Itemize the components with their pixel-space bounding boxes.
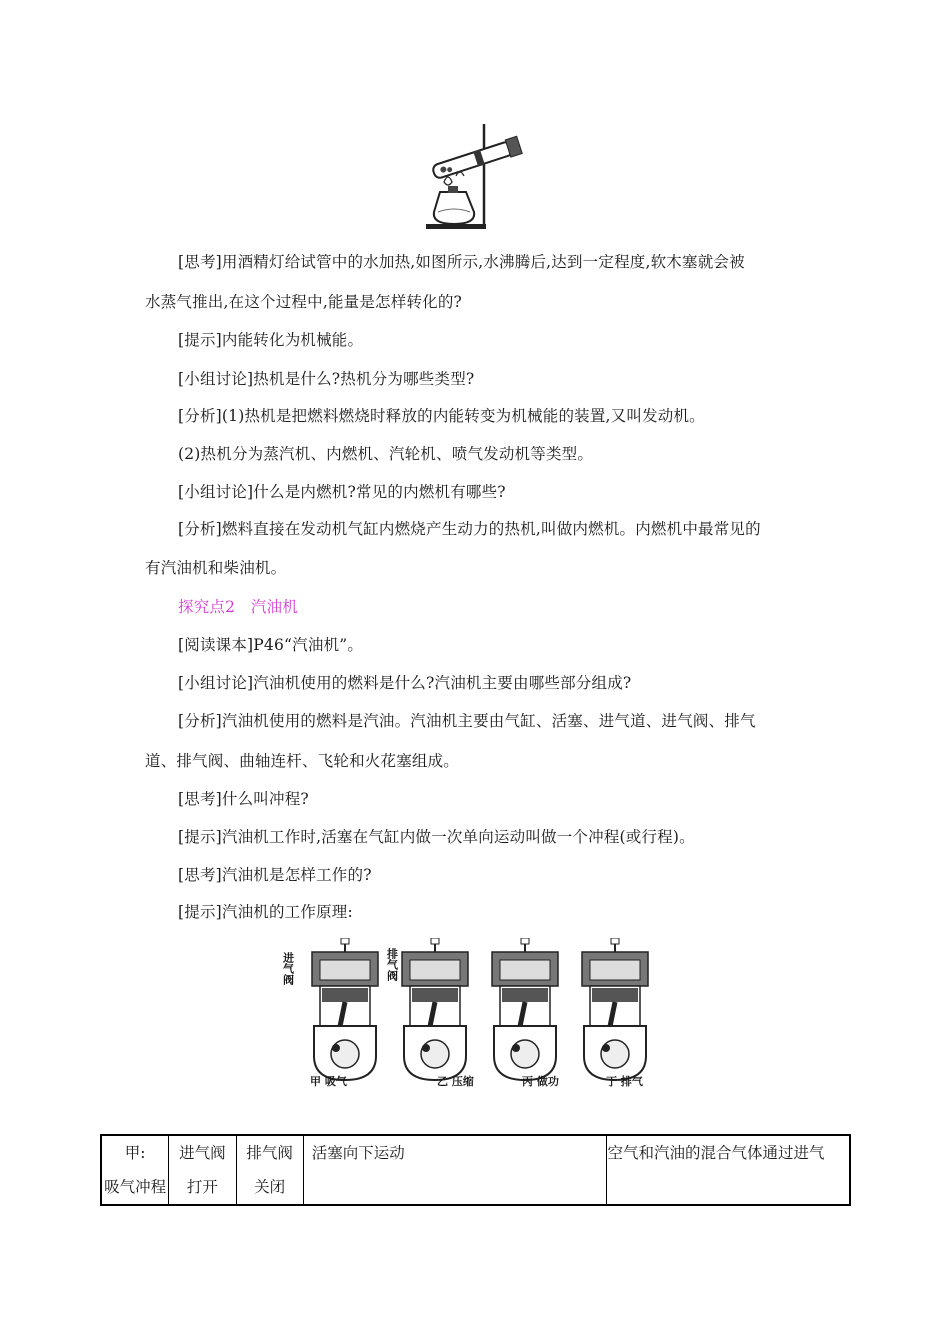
paragraph-line: 有汽油机和柴油机。 [145, 559, 287, 577]
test-tube-heating-figure [418, 120, 533, 232]
intake-valve-cell: 进气阀 打开 [169, 1135, 236, 1205]
description-cell: 空气和汽油的混合气体通过进气 [607, 1135, 850, 1205]
exhaust-valve-cell: 排气阀 关闭 [236, 1135, 303, 1205]
paragraph-line: [分析](1)热机是把燃料燃烧时释放的内能转变为机械能的装置,又叫发动机。 [178, 407, 705, 425]
paragraph-line: [提示]内能转化为机械能。 [178, 331, 364, 349]
paragraph-line: [小组讨论]什么是内燃机?常见的内燃机有哪些? [178, 483, 506, 501]
exhaust-valve-label: 排气阀 [385, 948, 399, 981]
paragraph-line: [分析]汽油机使用的燃料是汽油。汽油机主要由气缸、活塞、进气道、进气阀、排气 [178, 712, 756, 730]
paragraph-line: [提示]汽油机的工作原理: [178, 903, 353, 921]
caption-exhaust: 丁 排气 [606, 1075, 643, 1088]
engine-strokes-figure [280, 938, 670, 1088]
section-heading: 探究点2 汽油机 [178, 598, 298, 616]
stroke-table [100, 1134, 851, 1206]
paragraph-line: (2)热机分为蒸汽机、内燃机、汽轮机、喷气发动机等类型。 [178, 445, 594, 463]
caption-compression: 乙 压缩 [437, 1075, 474, 1088]
stroke-name-cell: 甲: 吸气冲程 [101, 1135, 169, 1205]
piston-motion-cell: 活塞向下运动 [303, 1135, 607, 1205]
paragraph-line: [思考]汽油机是怎样工作的? [178, 866, 372, 884]
caption-power: 丙 做功 [522, 1075, 559, 1088]
intake-valve-label: 进气阀 [281, 952, 295, 985]
paragraph-line: 水蒸气推出,在这个过程中,能量是怎样转化的? [145, 293, 463, 311]
paragraph-line: [思考]用酒精灯给试管中的水加热,如图所示,水沸腾后,达到一定程度,软木塞就会被 [178, 253, 745, 271]
paragraph-line: [提示]汽油机工作时,活塞在气缸内做一次单向运动叫做一个冲程(或行程)。 [178, 828, 695, 846]
paragraph-line: [小组讨论]热机是什么?热机分为哪些类型? [178, 370, 475, 388]
paragraph-line: [阅读课本]P46“汽油机”。 [178, 636, 364, 654]
paragraph-line: 道、排气阀、曲轴连杆、飞轮和火花塞组成。 [145, 752, 460, 770]
caption-intake: 甲 吸气 [310, 1075, 347, 1088]
paragraph-line: [思考]什么叫冲程? [178, 790, 309, 808]
paragraph-line: [分析]燃料直接在发动机气缸内燃烧产生动力的热机,叫做内燃机。内燃机中最常见的 [178, 520, 761, 538]
paragraph-line: [小组讨论]汽油机使用的燃料是什么?汽油机主要由哪些部分组成? [178, 674, 632, 692]
table-row [101, 1135, 850, 1205]
engine-captions [310, 1073, 670, 1089]
